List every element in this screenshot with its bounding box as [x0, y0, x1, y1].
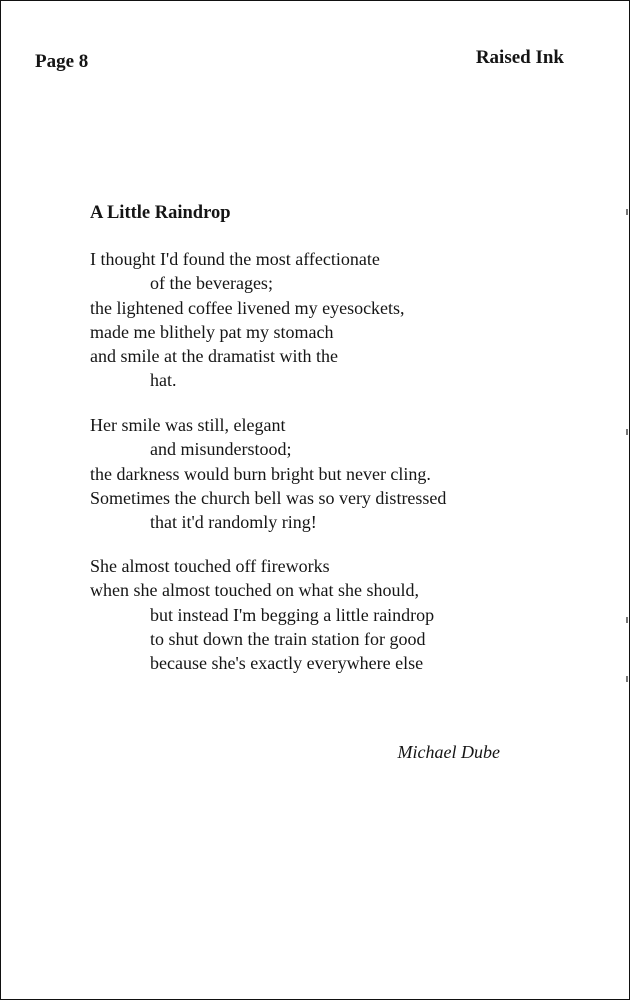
poem-line: because she's exactly everywhere else: [150, 653, 424, 674]
page-number: Page 8: [35, 51, 89, 72]
stanza-2: [90, 413, 446, 534]
poem-line: the darkness would burn bright but never cling.: [90, 463, 431, 484]
publication-name: Raised Ink: [475, 47, 564, 68]
stanza-1: [90, 247, 405, 393]
margin-mark: [626, 209, 628, 215]
poem-line: the lightened coffee livened my eyesockets,: [90, 297, 405, 318]
poem-line: to shut down the train station for good: [150, 628, 426, 649]
margin-mark: [626, 429, 628, 435]
poem-line: and misunderstood;: [150, 439, 292, 460]
margin-mark: [626, 617, 628, 623]
poem-title: A Little Raindrop: [90, 203, 231, 223]
poem-line: that it'd randomly ring!: [150, 512, 317, 533]
poem-line: made me blithely pat my stomach: [90, 321, 334, 342]
poem-line: but instead I'm begging a little raindrop: [150, 604, 435, 625]
poem-line: when she almost touched on what she should,: [90, 580, 419, 601]
poem-line: She almost touched off fireworks: [90, 556, 330, 576]
poem-line: Her smile was still, elegant: [90, 415, 286, 435]
poem-line: I thought I'd found the most affectionate: [90, 249, 380, 269]
poem-line: hat.: [150, 370, 177, 391]
poem-line: Sometimes the church bell was so very distressed: [90, 487, 447, 508]
poem-line: and smile at the dramatist with the: [90, 346, 338, 367]
poem-line: of the beverages;: [150, 273, 273, 294]
margin-mark: [626, 676, 628, 682]
poem-author: Michael Dube: [397, 742, 500, 762]
stanza-3: [90, 554, 434, 675]
